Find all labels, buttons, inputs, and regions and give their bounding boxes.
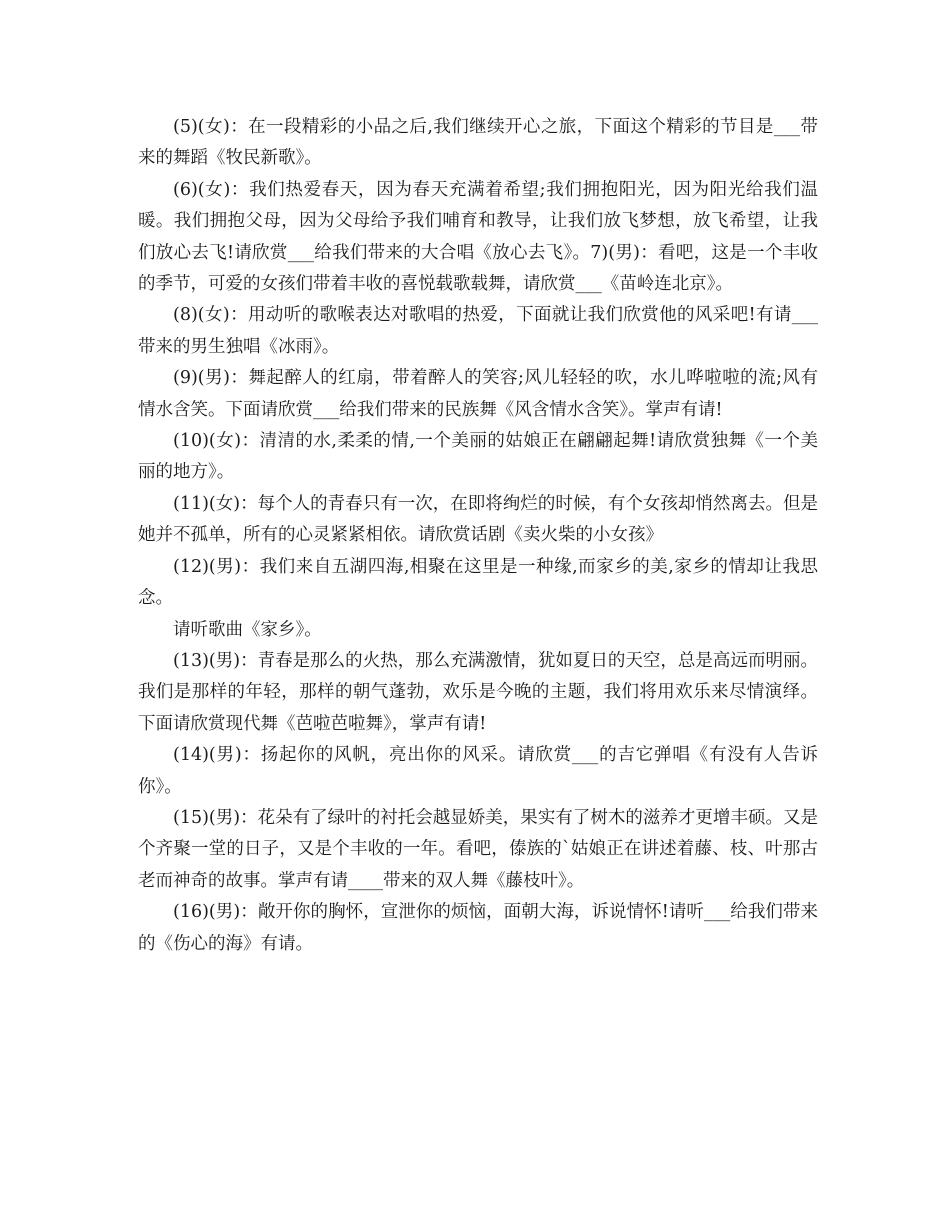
paragraph-12: (12)(男)：我们来自五湖四海,相聚在这里是一种缘,而家乡的美,家乡的情却让我思念。: [138, 556, 818, 609]
document-body: [138, 112, 818, 960]
paragraph-11: (11)(女)：每个人的青春只有一次，在即将绚烂的时候，有个女孩却悄然离去。但是她并不孤单，所有的心灵紧紧相依。请欣赏话剧《卖火柴的小女孩》: [138, 493, 818, 546]
paragraph-13: (13)(男)：青春是那么的火热，那么充满激情，犹如夏日的天空，总是高远而明丽。我们是那样的年轻，那样的朝气蓬勃，欢乐是今晚的主题，我们将用欢乐来尽情演绎。下面请欣赏现代舞《芭啦芭啦舞》，掌声有请!: [138, 650, 818, 734]
paragraph-5: (5)(女)：在一段精彩的小品之后,我们继续开心之旅，下面这个精彩的节目是___带来的舞蹈《牧民新歌》。: [138, 117, 818, 169]
paragraph-14: (14)(男)：扬起你的风帆，亮出你的风采。请欣赏___的吉它弹唱《有没有人告诉你》。: [138, 745, 818, 797]
paragraph-6: (6)(女)：我们热爱春天，因为春天充满着希望;我们拥抱阳光，因为阳光给我们温暖。我们拥抱父母，因为父母给予我们哺育和教导，让我们放飞梦想，放飞希望，让我们放心去飞!请欣赏___给我们带来的大合唱《放心去飞》。7)(男)：看吧，这是一个丰收的季节，可爱的女孩们带着丰收的喜悦载歌载舞，请欣赏___《苗岭连北京》。: [138, 179, 818, 295]
paragraph-15: (15)(男)：花朵有了绿叶的衬托会越显娇美，果实有了树木的滋养才更增丰硕。又是个齐聚一堂的日子，又是个丰收的一年。看吧，傣族的`姑娘正在讲述着藤、枝、叶那古老而神奇的故事。掌声有请____带来的双人舞《藤枝叶》。: [138, 807, 818, 891]
paragraph-8: (8)(女)：用动听的歌喉表达对歌唱的热爱，下面就让我们欣赏他的风采吧!有请___带来的男生独唱《冰雨》。: [138, 305, 818, 357]
paragraph-16: (16)(男)：敞开你的胸怀，宣泄你的烦恼，面朝大海，诉说情怀!请听___给我们带来的《伤心的海》有请。: [138, 902, 818, 954]
paragraph-song-hometown: 请听歌曲《家乡》。: [173, 619, 322, 640]
paragraph-10: (10)(女)：清清的水,柔柔的情,一个美丽的姑娘正在翩翩起舞!请欣赏独舞《一个美丽的地方》。: [138, 431, 818, 483]
paragraph-9: (9)(男)：舞起醉人的红扇，带着醉人的笑容;风儿轻轻的吹，水儿哗啦啦的流;风有情水含笑。下面请欣赏___给我们带来的民族舞《风含情水含笑》。掌声有请!: [138, 368, 818, 420]
